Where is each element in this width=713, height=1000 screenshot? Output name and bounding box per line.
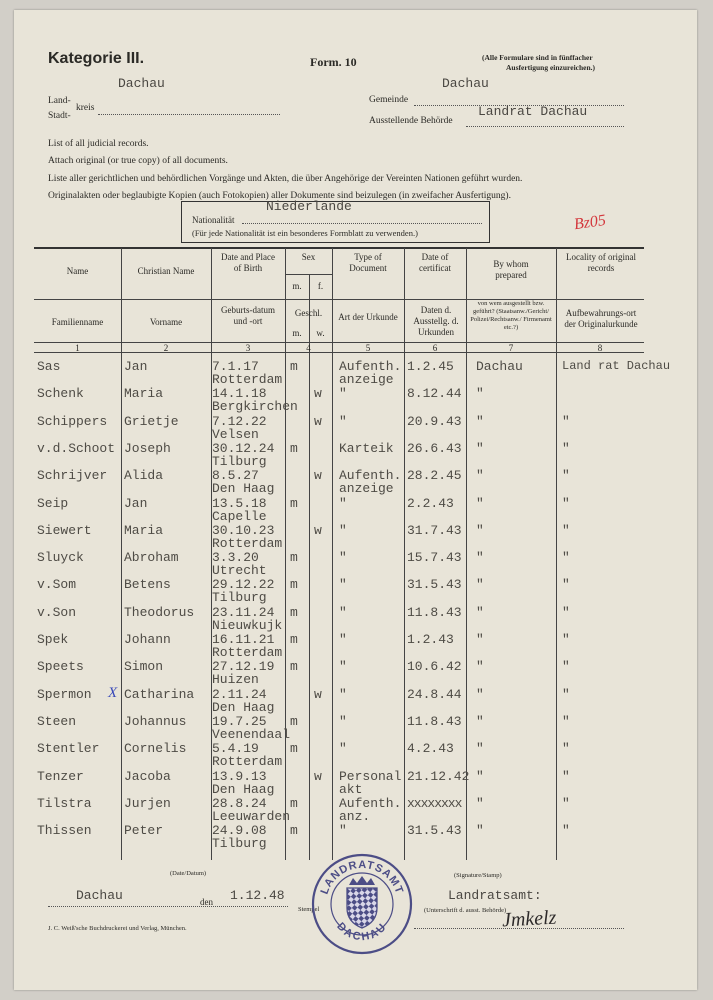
- cell-prepared-by: ": [476, 550, 484, 566]
- cell-birth-place: Veenendaal: [212, 726, 291, 742]
- table-top-rule: [34, 247, 644, 249]
- sex-sub-rule: [285, 274, 332, 275]
- cell-birth-place: Rotterdam: [212, 645, 283, 660]
- cell-prepared-by: ": [476, 440, 484, 456]
- cell-name: Sluyck: [37, 550, 84, 566]
- cell-birth-date: 14.1.18: [212, 386, 267, 402]
- header-christian-en: Christian Name: [137, 266, 195, 276]
- cell-birth-place: Capelle: [212, 508, 267, 524]
- cell-birth-date: 19.7.25: [212, 713, 267, 729]
- cell-document-type-cont: akt: [339, 781, 363, 797]
- cell-prepared-by: ": [476, 413, 484, 429]
- col-num-6: 6: [432, 343, 438, 353]
- nationality-label: Nationalität: [192, 215, 235, 225]
- cell-prepared-by: ": [476, 495, 484, 511]
- cell-birth-date: 27.12.19: [212, 659, 275, 675]
- cell-document-type-cont: anzeige: [339, 481, 394, 497]
- cell-sex: w: [314, 413, 322, 429]
- col-num-1: 1: [75, 343, 80, 353]
- cell-document-type: ": [339, 386, 347, 402]
- header-sex-ww: w.: [316, 328, 325, 338]
- cell-document-type: ": [339, 823, 347, 839]
- cell-document-type: Aufenth.: [339, 359, 402, 374]
- cell-name: Spermon: [37, 686, 92, 702]
- instruction-3: Liste aller gerichtlichen und behördlichen Vorgänge und Akten, die über Angehörige der Vereinten Nationen geführt wurden.: [48, 174, 523, 184]
- cell-christian-name: Maria: [124, 522, 164, 538]
- cell-document-type: ": [339, 550, 347, 566]
- cell-name: Tilstra: [37, 795, 92, 811]
- cell-locality: ": [562, 550, 570, 566]
- header-by-en: By whom prepared: [493, 259, 529, 280]
- cell-sex: m: [290, 741, 298, 757]
- nationality-value: Niederlande: [266, 199, 352, 214]
- behoerde-underline: [466, 126, 624, 127]
- cell-sex: m: [290, 577, 298, 593]
- cell-birth-date: 23.11.24: [212, 604, 275, 620]
- header-sex-f: f.: [317, 281, 324, 291]
- cell-birth-date: 13.5.18: [212, 495, 267, 511]
- copies-note-1: (Alle Formulare sind in fünffacher: [482, 53, 593, 62]
- place-value: Dachau: [76, 888, 123, 903]
- cell-sex: w: [314, 768, 322, 784]
- cell-name: Siewert: [37, 522, 92, 538]
- signature-scrawl: Jmkelz: [501, 906, 557, 932]
- cell-certificate-date: 31.5.43: [407, 577, 462, 593]
- cell-birth-place: Tilburg: [212, 836, 267, 852]
- header-date-de: Daten d. Ausstellg. d. Urkunden: [413, 305, 459, 337]
- cell-certificate-date: 8.12.44: [407, 386, 462, 402]
- cell-prepared-by: ": [476, 577, 484, 593]
- cell-sex: m: [290, 440, 298, 456]
- copies-note-2: Ausfertigung einzureichen.): [506, 63, 596, 72]
- cell-christian-name: Grietje: [124, 413, 179, 429]
- cell-sex: m: [290, 659, 298, 675]
- cell-name: Schippers: [37, 413, 108, 429]
- header-date-en: Date of certificat: [419, 252, 451, 273]
- cell-locality: ": [562, 468, 570, 484]
- cell-name: Tenzer: [37, 768, 84, 784]
- cell-christian-name: Jurjen: [124, 795, 171, 811]
- signature-label: (Signature/Stamp): [454, 872, 502, 879]
- col-num-3: 3: [245, 343, 251, 353]
- cell-christian-name: Catharina: [124, 686, 195, 702]
- header-type-en: Type of Document: [349, 252, 387, 273]
- cell-sex: m: [290, 495, 298, 511]
- cell-document-type: ": [339, 495, 347, 511]
- cell-birth-date: 5.4.19: [212, 741, 259, 757]
- coat-of-arms-shield-icon: [347, 888, 377, 928]
- cell-sex: w: [314, 522, 322, 538]
- landratsamt-stamp: [310, 852, 414, 956]
- col-num-5: 5: [365, 343, 371, 353]
- cell-prepared-by: Dachau: [476, 359, 523, 374]
- cell-locality: ": [562, 686, 570, 702]
- cell-christian-name: Betens: [124, 577, 171, 593]
- cell-document-type: ": [339, 659, 347, 675]
- cell-birth-date: 30.12.24: [212, 440, 275, 456]
- col-num-2: 2: [163, 343, 169, 353]
- gemeinde-value: Dachau: [442, 76, 489, 91]
- cell-certificate-date: 28.2.45: [407, 468, 462, 484]
- cell-sex: m: [290, 550, 298, 566]
- cell-name: v.Son: [37, 604, 77, 620]
- kreis-label: kreis: [76, 103, 95, 113]
- cell-document-type: ": [339, 522, 347, 538]
- header-dob-de: Geburts-datum und -ort: [221, 305, 275, 326]
- cell-locality: Land rat Dachau: [562, 359, 671, 373]
- category-title: Kategorie III.: [48, 50, 145, 67]
- cell-certificate-date: 21.12.42: [407, 768, 470, 784]
- cell-birth-date: 13.9.13: [212, 768, 267, 784]
- header-type-de: Art der Urkunde: [338, 312, 398, 322]
- form-number: Form. 10: [310, 55, 357, 69]
- header-locality-de: Aufbewahrungs-ort der Originalurkunde: [564, 308, 638, 329]
- cell-christian-name: Cornelis: [124, 741, 187, 757]
- cell-locality: ": [562, 632, 570, 647]
- document-page: [14, 10, 697, 990]
- cell-prepared-by: ": [476, 795, 484, 811]
- kreis-value: Dachau: [118, 76, 165, 91]
- cell-birth-date: 30.10.23: [212, 522, 275, 538]
- cell-name: Stentler: [37, 741, 100, 757]
- cell-locality: ": [562, 413, 570, 429]
- cell-sex: w: [314, 686, 322, 702]
- cell-sex: m: [290, 713, 298, 729]
- cell-birth-place: Den Haag: [212, 699, 275, 715]
- cell-certificate-date: 10.6.42: [407, 659, 462, 675]
- cell-christian-name: Joseph: [124, 440, 171, 456]
- behoerde-label: Ausstellende Behörde: [369, 116, 453, 126]
- col-line-1: [121, 248, 122, 860]
- header-dob-en: Date and Place of Birth: [221, 252, 275, 273]
- header-sex-m: m.: [292, 281, 302, 291]
- cell-certificate-date: 11.8.43: [407, 604, 462, 620]
- cell-sex: w: [314, 386, 322, 402]
- col-num-4: 4: [306, 343, 311, 353]
- cell-document-type: ": [339, 686, 347, 702]
- cell-document-type: Aufenth.: [339, 795, 402, 811]
- cell-locality: ": [562, 741, 570, 757]
- date-value: 1.12.48: [230, 888, 285, 903]
- cell-sex: w: [314, 468, 322, 484]
- cell-christian-name: Theodorus: [124, 604, 195, 620]
- cell-birth-place: Nieuwkujk: [212, 617, 283, 633]
- date-label: (Date/Datum): [170, 870, 207, 877]
- cell-name: Seip: [37, 495, 69, 511]
- spermon-mark: X: [108, 685, 118, 701]
- cell-sex: m: [290, 359, 298, 374]
- crown-icon: [349, 876, 375, 885]
- cell-christian-name: Peter: [124, 823, 164, 839]
- cell-locality: ": [562, 823, 570, 839]
- behoerde-value: Landrat Dachau: [478, 104, 588, 119]
- cell-certificate-date: 2.2.43: [407, 495, 454, 511]
- cell-certificate-date: 4.2.43: [407, 741, 454, 757]
- cell-birth-date: 7.12.22: [212, 413, 267, 429]
- cell-document-type: ": [339, 577, 347, 593]
- cell-birth-date: 7.1.17: [212, 359, 259, 374]
- cell-document-type-cont: anzeige: [339, 372, 394, 387]
- cell-certificate-date: 31.5.43: [407, 823, 462, 839]
- cell-prepared-by: ": [476, 741, 484, 757]
- cell-certificate-date: 20.9.43: [407, 413, 462, 429]
- cell-locality: ": [562, 577, 570, 593]
- header-sex-de: Geschl.: [294, 308, 323, 318]
- col-line-5: [404, 248, 405, 860]
- cell-name: Thissen: [37, 823, 92, 839]
- cell-document-type: Karteik: [339, 440, 394, 456]
- header-name-en: Name: [66, 266, 89, 276]
- cell-name: Schenk: [37, 386, 84, 402]
- col-line-4: [332, 248, 333, 860]
- cell-locality: ": [562, 604, 570, 620]
- cell-christian-name: Maria: [124, 386, 164, 402]
- cell-document-type: ": [339, 413, 347, 429]
- col-num-7: 7: [508, 343, 514, 353]
- cell-birth-place: Leeuwarden: [212, 808, 291, 824]
- instruction-2: Attach original (or true copy) of all documents.: [48, 156, 228, 166]
- cell-birth-date: 8.5.27: [212, 468, 259, 484]
- cell-christian-name: Jan: [124, 495, 148, 511]
- cell-christian-name: Jan: [124, 359, 148, 374]
- cell-locality: ": [562, 768, 570, 784]
- cell-prepared-by: ": [476, 713, 484, 729]
- land-label: Land-: [48, 96, 71, 106]
- cell-birth-date: 28.8.24: [212, 795, 267, 811]
- cell-locality: ": [562, 440, 570, 456]
- cell-certificate-date: 1.2.43: [407, 632, 454, 647]
- stamp-label: Stempel: [298, 906, 320, 913]
- cell-prepared-by: ": [476, 823, 484, 839]
- den-label: den: [200, 897, 213, 907]
- cell-birth-place: Huizen: [212, 672, 259, 688]
- cell-birth-place: Den Haag: [212, 781, 275, 797]
- cell-birth-date: 29.12.22: [212, 577, 275, 593]
- cell-document-type: ": [339, 741, 347, 757]
- cell-document-type: ": [339, 632, 347, 647]
- cell-birth-place: Tilburg: [212, 590, 267, 606]
- col-line-3: [285, 248, 286, 860]
- sex-subdivider: [309, 274, 310, 860]
- stadt-label: Stadt-: [48, 111, 71, 121]
- cell-birth-place: Velsen: [212, 426, 259, 442]
- cell-birth-date: 16.11.21: [212, 632, 275, 647]
- col-line-7: [556, 248, 557, 860]
- cell-birth-place: Rotterdam: [212, 754, 283, 770]
- gemeinde-label: Gemeinde: [369, 95, 409, 105]
- cell-document-type: Personal: [339, 768, 402, 784]
- cell-prepared-by: ": [476, 768, 484, 784]
- cell-birth-place: Den Haag: [212, 481, 275, 497]
- cell-document-type: Aufenth.: [339, 468, 402, 484]
- cell-certificate-date: 26.6.43: [407, 440, 462, 456]
- cell-birth-place: Tilburg: [212, 453, 267, 469]
- cell-locality: ": [562, 659, 570, 675]
- cell-document-type-cont: anz.: [339, 808, 371, 824]
- cell-christian-name: Jacoba: [124, 768, 171, 784]
- cell-prepared-by: ": [476, 468, 484, 484]
- header-name-de: Familienname: [51, 317, 104, 327]
- cell-christian-name: Abroham: [124, 550, 179, 566]
- cell-name: Speets: [37, 659, 84, 675]
- col-num-8: 8: [597, 343, 603, 353]
- cell-locality: ": [562, 795, 570, 811]
- signature-org: Landratsamt:: [448, 888, 542, 903]
- cell-prepared-by: ": [476, 522, 484, 538]
- cell-prepared-by: ": [476, 659, 484, 675]
- cell-christian-name: Johannus: [124, 713, 187, 729]
- cell-locality: ": [562, 522, 570, 538]
- cell-certificate-date: 11.8.43: [407, 713, 462, 729]
- stamp-text-bottom: DACHAU: [334, 920, 390, 944]
- cell-locality: ": [562, 713, 570, 729]
- place-underline: [48, 906, 288, 907]
- cell-document-type: ": [339, 713, 347, 729]
- cell-document-type: ": [339, 604, 347, 620]
- cell-sex: m: [290, 823, 298, 839]
- cell-prepared-by: ": [476, 604, 484, 620]
- cell-certificate-date: 31.7.43: [407, 522, 462, 538]
- instruction-4: Originalakten oder beglaubigte Kopien (auch Fotokopien) aller Dokumente sind beizulegen (in zweifacher Ausfertigung).: [48, 191, 511, 201]
- header-christian-de: Vorname: [149, 317, 183, 327]
- cell-birth-place: Bergkirchen: [212, 399, 298, 415]
- signature-note: (Unterschrift d. ausst. Behörde): [424, 907, 507, 914]
- cell-certificate-date: xxxxxxxx: [407, 795, 462, 811]
- cell-birth-place: Rotterdam: [212, 535, 283, 551]
- handwritten-mark: Bz05: [572, 211, 607, 234]
- cell-sex: m: [290, 604, 298, 620]
- stamp-text-top: LANDRATSAMT: [318, 858, 406, 896]
- cell-name: Schrijver: [37, 468, 108, 484]
- header-sex-en: Sex: [301, 252, 316, 262]
- cell-sex: m: [290, 795, 298, 811]
- printer-imprint: J. C. Weiß'sche Buchdruckerei und Verlag, München.: [48, 925, 187, 932]
- cell-birth-date: 24.9.08: [212, 823, 267, 839]
- header-sex-mw: m.: [292, 328, 302, 338]
- nationality-note: (Für jede Nationalität ist ein besonderes Formblatt zu verwenden.): [192, 228, 418, 238]
- cell-prepared-by: ": [476, 686, 484, 702]
- cell-name: Sas: [37, 359, 61, 374]
- header-locality-en: Locality of original records: [566, 252, 636, 273]
- cell-prepared-by: ": [476, 632, 484, 647]
- nationality-underline: [242, 223, 482, 224]
- cell-name: v.d.Schoot: [37, 440, 116, 456]
- cell-christian-name: Johann: [124, 632, 171, 647]
- cell-birth-date: 2.11.24: [212, 686, 267, 702]
- cell-birth-place: Utrecht: [212, 563, 267, 579]
- cell-sex: m: [290, 632, 298, 647]
- cell-certificate-date: 15.7.43: [407, 550, 462, 566]
- instruction-1: List of all judicial records.: [48, 139, 149, 149]
- cell-name: Spek: [37, 632, 69, 647]
- signature-underline: [414, 928, 624, 929]
- cell-name: Steen: [37, 713, 77, 729]
- header-by-de: von wem ausgestellt bzw. geführt? (Staatsanw./Gericht/ Polizei/Rechtsanw./ Firmenamt etc.?): [470, 300, 552, 331]
- cell-prepared-by: ": [476, 386, 484, 402]
- kreis-underline: [98, 114, 280, 115]
- cell-name: v.Som: [37, 577, 77, 593]
- cell-birth-date: 3.3.20: [212, 550, 259, 566]
- cell-christian-name: Simon: [124, 659, 164, 675]
- cell-christian-name: Alida: [124, 468, 164, 484]
- cell-birth-place: Rotterdam: [212, 372, 283, 387]
- cell-certificate-date: 24.8.44: [407, 686, 462, 702]
- cell-locality: ": [562, 495, 570, 511]
- cell-certificate-date: 1.2.45: [407, 359, 454, 374]
